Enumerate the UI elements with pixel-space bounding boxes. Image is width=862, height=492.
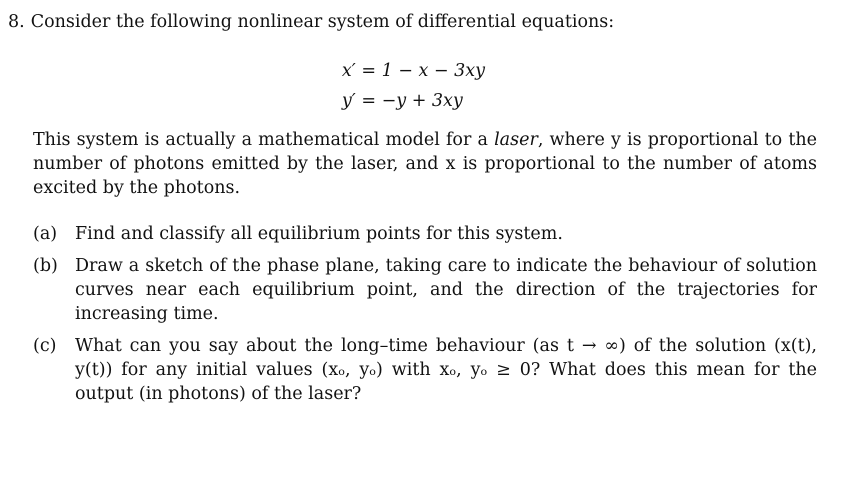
equation-rhs: 1 − x − 3xy (381, 61, 486, 81)
equation-lhs: x′ = (341, 61, 376, 81)
subquestion-a (33, 222, 817, 246)
problem-number: 8. (8, 12, 25, 32)
subquestion-c (33, 334, 817, 406)
problem-intro: Consider the following nonlinear system of differential equations: (30, 12, 615, 32)
subquestion-label: (c) (33, 336, 57, 356)
subquestion-text: Find and classify all equilibrium points for this system. (75, 224, 563, 244)
description-emphasis: laser (494, 130, 538, 150)
subquestion-list (33, 222, 817, 414)
equation-rhs: −y + 3xy (381, 91, 463, 111)
subquestion-label: (a) (33, 224, 58, 244)
equation-lhs: y′ = (341, 91, 376, 111)
description-text-1: This system is actually a mathematical model for a (33, 130, 495, 150)
equation-y (336, 86, 485, 116)
subquestion-text: What can you say about the long–time behaviour (as t → ∞) of the solution (x(t), y(t)) for any initial values (xₒ, yₒ) with xₒ, yₒ ≥ 0? What does this mean for the output (in photons) of the laser? (75, 336, 817, 404)
subquestion-b (33, 254, 817, 326)
equation-x (336, 56, 485, 86)
equation-system (336, 56, 485, 116)
description-paragraph (33, 128, 817, 200)
subquestion-label: (b) (33, 256, 58, 276)
problem-heading (8, 10, 614, 34)
subquestion-text: Draw a sketch of the phase plane, taking care to indicate the behaviour of solution curves near each equilibrium point, and the direction of the trajectories for increasing time. (75, 256, 817, 324)
description-text-2: , where y is proportional to the number of photons emitted by the laser, and x is proportional to the number of atoms excited by the photons. (33, 130, 817, 198)
